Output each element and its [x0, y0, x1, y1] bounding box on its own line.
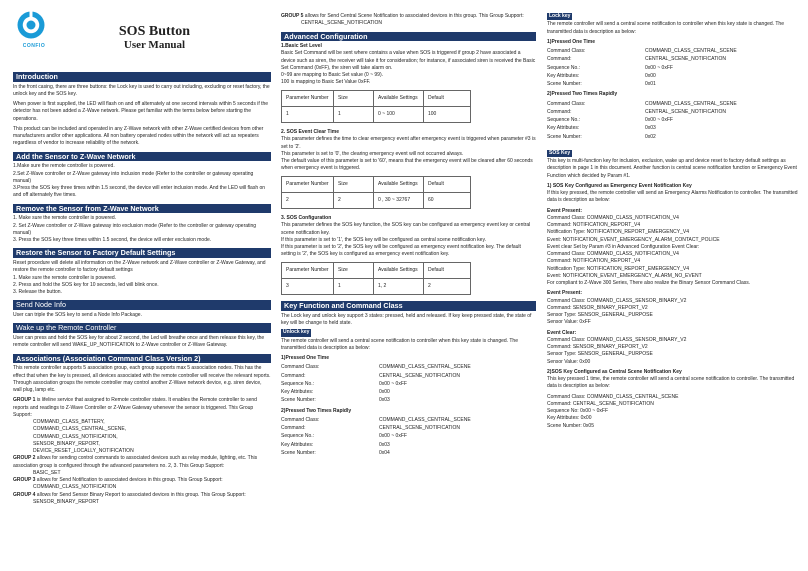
event-line: Command: NOTIFICATION_REPORT_V4: [547, 222, 641, 228]
group-item: SENSOR_BINARY_REPORT: [33, 498, 99, 505]
table-header: Available Settings: [374, 176, 424, 192]
event-line: Command: SENSOR_BINARY_REPORT_V2: [547, 304, 648, 311]
kv-value: 0x01: [645, 81, 656, 87]
event-line: Sensor Value: 0x00: [547, 358, 591, 365]
table-cell: 2: [424, 278, 471, 294]
confio-logo-icon: [16, 10, 46, 40]
lock-twice-heading: 2)Pressed Two Times Rapidly: [547, 91, 618, 98]
logo-text: CONFIO: [22, 43, 46, 50]
event-line: Event: NOTIFICATION_EVENT_EMERGENCY_ALARM_CONTACT_POLICE: [547, 236, 720, 243]
event-line: Command: SENSOR_BINARY_REPORT_V2: [547, 344, 648, 350]
kv-value: 0x00 ~ 0xFF: [379, 433, 407, 440]
add-step: 3.Press the SOS key three times within 1.5 second, the device will enter inclusion mode. And the LED will flash on and off alternately five times.: [13, 185, 266, 199]
table-header-row: [282, 262, 471, 278]
key-function-paragraph: The Lock key and unlock key support 3 states: pressed, held and released. If key keep pressed state, the state of key will be change to held state.: [281, 312, 532, 327]
group-label: GROUP 3: [13, 477, 36, 484]
table-header: Available Settings: [374, 262, 424, 278]
event-line: Event: NOTIFICATION_EVENT_EMERGENCY_ALARM_NO_EVENT: [547, 272, 702, 279]
table-cell: 0 ~ 100: [374, 106, 424, 122]
kv-value: CENTRAL_SCENE_NOTIFICATION: [645, 56, 727, 63]
event-line: Event clear Set by Param #3 in Advanced Configuration Event Clear:: [547, 243, 700, 250]
kv-row: [547, 81, 799, 88]
kv-value: 0x02: [645, 133, 656, 140]
table-cell: 3: [282, 278, 334, 294]
kv-value: 0x00: [379, 389, 390, 396]
lock-key-label: Lock key: [549, 13, 571, 19]
event-line: Command Class: COMMAND_CLASS_NOTIFICATION_V4: [547, 251, 679, 257]
event-line: For compliant to Z-Wave 300 Series, There also realize the Binary Sensor Command Class.: [547, 280, 751, 286]
column-left: [13, 10, 271, 506]
reset-step: 1. Make sure the remote controller is powered.: [13, 274, 117, 281]
section-heading-advanced: Advanced Configuration: [281, 32, 536, 42]
kv-value: CENTRAL_SCENE_NOTIFICATION: [645, 108, 727, 115]
kv-row: [281, 373, 536, 380]
group-3-description: [13, 477, 271, 484]
reset-step: Reset procedure will delete all information on the Z-Wave network and Z-Wave controller or Z-Wave Gateway, and restore the remote controller to factory default settings: [13, 260, 266, 274]
group-text: allows for Send Sensor Binary Report to associated devices in this group. This Group Support:: [35, 491, 246, 498]
param-2-line: This parameter defines the time to clear emergency event after emergency event is triggered when parameter #3 is set to '2'.: [281, 136, 536, 150]
page-title: SOS Button: [118, 24, 191, 39]
central-scene-heading: 2)SOS Key Configured as Central Scene Notification Key: [547, 368, 682, 375]
group-4-description: [13, 492, 271, 499]
kv-row: [547, 65, 799, 72]
kv-row: [281, 397, 536, 404]
event-line: Command: CENTRAL_SCENE_NOTIFICATION: [547, 400, 654, 407]
kv-row: [547, 56, 799, 63]
associations-paragraph: This remote controller supports 5 association group, each group supports max 5 association nodes. This has the effect that when the key is pressed, all devices associated with the remote controller will receive the relevant reports. Through association groups the remote controller may control another Z-Wave network device, e.g. siren device, wall plug, lamp etc.: [13, 365, 271, 394]
table-cell: 2: [334, 192, 374, 208]
kv-row: [281, 417, 536, 424]
event-line: Sequence No: 0x00 ~ 0xFF: [547, 408, 609, 414]
table-cell: 1: [282, 106, 334, 122]
kv-row: [281, 381, 536, 388]
kv-key: Command:: [547, 108, 572, 115]
kv-value: 0x03: [379, 441, 390, 448]
lock-once-heading: 1)Pressed One Time: [547, 38, 595, 45]
kv-key: Command Class:: [281, 364, 320, 371]
kv-key: Command Class:: [547, 48, 586, 54]
remove-step: 2. Set Z-Wave controller or Z-Wave gateway into exclusion mode (Refer to the controller or gateway operating manual): [13, 222, 257, 236]
kv-row: [547, 125, 799, 132]
table-cell: 1: [334, 278, 374, 294]
table-header: Default: [424, 262, 471, 278]
table-header: Parameter Number: [282, 90, 334, 106]
param-3-line: If this parameter is set to '2', the SOS key will be configured as emergency event notification key. The default setting is '2', the SOS key is configured as emergency event notification key.: [281, 244, 521, 258]
sos-key-paragraph: This key is multi-function key for inclusion, exclusion, wake up and device reset to factory default settings as description in page 1 in this document. Another function is central scene notification function or Emergency Event Function which decided by Param #1.: [547, 158, 797, 179]
param-1-range: 0~99 are mapping to Basic Set value (0 ~ 99).: [281, 72, 384, 79]
intro-paragraph-2: When power is first supplied, the LED will flash on and off alternately at one second intervals within 5 seconds if the detector has not been added a Z-Wave network. Please get familiar with the terms below before starting the operations.: [13, 101, 269, 122]
event-line: Sensor Type: SENSOR_GENERAL_PURPOSE: [547, 351, 653, 358]
table-row: [282, 192, 471, 208]
reset-step: 3. Release the button.: [13, 289, 62, 296]
column-middle: [281, 13, 536, 458]
section-heading-remove: Remove the Sensor from Z-Wave Network: [13, 204, 271, 214]
kv-key: Key Attributes:: [281, 441, 314, 448]
group-label: GROUP 4: [13, 491, 36, 498]
table-cell: 60: [424, 192, 471, 208]
group-text: allows for Send Central Scene Notification to associated devices in this group. This Group Support:: [303, 13, 524, 19]
event-present-heading: Event Present:: [547, 207, 583, 214]
table-row: [282, 106, 471, 122]
wakeup-paragraph: User can press and hold the SOS key for about 2 second, the Led will breathe once and then release this key, the remote controller will send WAKE_UP_NOTIFICATION to Z-Wave controller or Z-Wave Gateway.: [13, 335, 265, 349]
event-line: Command Class: COMMAND_CLASS_NOTIFICATION_V4: [547, 214, 679, 221]
kv-key: Scene Number:: [547, 81, 582, 87]
group-item: COMMAND_CLASS_NOTIFICATION,: [33, 433, 118, 440]
kv-key: Command Class:: [547, 100, 586, 107]
table-header: Parameter Number: [282, 176, 334, 192]
param-2-table: [281, 176, 471, 210]
emergency-heading: 1) SOS Key Configured as Emergency Event Notification Key: [547, 182, 692, 189]
group-label: GROUP 2: [13, 455, 36, 462]
table-cell: 1, 2: [374, 278, 424, 294]
add-step: 2.Set Z-Wave controller or Z-Wave gateway into inclusion mode (Refer to the controller or gateway operating manual): [13, 170, 254, 184]
intro-paragraph-3: This product can be included and operated in any Z-Wave network with other Z-Wave certified devices from other manufacturers and/or other applications. All non battery operated nodes within the network will act as repeaters regardless of vendor to increase reliability of the network.: [13, 125, 264, 147]
unlock-key-paragraph: The remote controller will send a central scene notification to controller when this key state is changed. The transmitted data is description as below:: [281, 337, 518, 351]
kv-value: 0x00 ~ 0xFF: [379, 380, 407, 387]
event-line: Command: NOTIFICATION_REPORT_V4: [547, 258, 641, 265]
event-line: Command Class: COMMAND_CLASS_SENSOR_BINARY_V2: [547, 297, 687, 304]
kv-row: [547, 109, 799, 116]
kv-row: [547, 73, 799, 80]
emergency-paragraph: If this key pressed, the remote controller will send an Emergency Alarms Notification to controller. The transmitted data is description as below:: [547, 190, 798, 204]
kv-value: 0x04: [379, 449, 390, 456]
add-step: 1.Make sure the remote controller is powered.: [13, 163, 115, 170]
group-item: COMMAND_CLASS_BATTERY,: [33, 419, 105, 426]
column-right: [547, 13, 799, 430]
table-header: Default: [424, 90, 471, 106]
kv-key: Key Attributes:: [547, 125, 580, 132]
event-line: Sensor Value: 0xFF: [547, 319, 591, 326]
table-header-row: [282, 176, 471, 192]
event-clear-heading: Event Clear:: [547, 329, 577, 336]
kv-key: Key Attributes:: [281, 389, 314, 396]
kv-key: Sequence No.:: [281, 380, 315, 387]
table-header: Size: [334, 262, 374, 278]
table-cell: 100: [424, 106, 471, 122]
table-row: [282, 278, 471, 294]
kv-key: Sequence No.:: [547, 64, 581, 71]
kv-value: CENTRAL_SCENE_NOTIFICATION: [379, 372, 461, 379]
kv-value: COMMAND_CLASS_CENTRAL_SCENE: [379, 364, 471, 371]
central-scene-paragraph: This key pressed 1 time, the remote controller will send a central scene notification to controller. The transmitted data is description as below:: [547, 376, 795, 390]
table-header-row: [282, 90, 471, 106]
table-header: Size: [334, 90, 374, 106]
group-label: GROUP 5: [281, 13, 304, 19]
event-present-2-heading: Event Present:: [547, 290, 583, 297]
table-header: Size: [334, 176, 374, 192]
table-header: Default: [424, 176, 471, 192]
kv-key: Command:: [281, 425, 306, 432]
table-cell: 0 , 30 ~ 32767: [374, 192, 424, 208]
kv-value: COMMAND_CLASS_CENTRAL_SCENE: [645, 48, 737, 54]
event-line: Notification Type: NOTIFICATION_REPORT_EMERGENCY_V4: [547, 229, 689, 236]
remove-step: 1. Make sure the remote controller is powered.: [13, 215, 117, 222]
group-item: BASIC_SET: [33, 469, 61, 476]
kv-key: Scene Number:: [547, 133, 582, 140]
kv-row: [281, 389, 536, 396]
kv-row: [281, 364, 536, 371]
kv-key: Command Class:: [281, 416, 320, 423]
table-header: Parameter Number: [282, 262, 334, 278]
event-line: Notification Type: NOTIFICATION_REPORT_EMERGENCY_V4: [547, 265, 689, 272]
param-3-title: 3. SOS Configuration: [281, 215, 332, 222]
brand-logo: [16, 10, 52, 50]
kv-row: [281, 450, 536, 457]
group-text: allows for sending control commands to associated devices such as relay module, lighting, etc. This association group is configured through the advanced parameters no. 2, 3. This Group Support:: [13, 455, 258, 469]
group-item: SENSOR_BINARY_REPORT,: [33, 440, 100, 447]
param-1-table: [281, 90, 471, 124]
unlock-once-heading: 1)Pressed One Time: [281, 355, 329, 362]
group-5-description: [281, 13, 536, 20]
table-header: Available Settings: [374, 90, 424, 106]
group-text: allows for Send Notification to associated devices in this group. This Group Support:: [35, 477, 223, 484]
param-2-line: The default value of this parameter is set to '60', means that the emergency event will be cleared after 60 seconds when emergency event is triggered.: [281, 158, 533, 172]
group-item: COMMAND_CLASS_NOTIFICATION: [33, 484, 117, 491]
kv-key: Command:: [281, 372, 306, 379]
intro-paragraph-1: In the front casing, there are three buttons: the Lock key is used to carry out including, excluding or reset factory, the unlock key and the SOS key.: [13, 83, 270, 97]
table-cell: 2: [282, 192, 334, 208]
kv-row: [281, 433, 536, 440]
section-heading-wakeup: Wake up the Remote Controller: [13, 323, 271, 333]
kv-row: [547, 117, 799, 124]
kv-value: CENTRAL_SCENE_NOTIFICATION: [379, 425, 461, 432]
kv-value: 0x03: [379, 397, 390, 404]
section-heading-key-function: Key Function and Command Class: [281, 301, 536, 311]
kv-value: 0x00 ~ 0xFF: [645, 64, 673, 71]
title-block: [38, 10, 271, 68]
sos-key-label: SOS Key: [549, 149, 571, 156]
param-1-title: 1.Basic Set Level: [281, 43, 322, 50]
event-line: Scene Number: 0x05: [547, 422, 594, 429]
kv-key: Key Attributes:: [547, 72, 580, 79]
kv-key: Sequence No.:: [547, 117, 581, 123]
group-label: GROUP 1: [13, 397, 36, 404]
kv-value: 0x00 ~ 0xFF: [645, 117, 673, 123]
kv-row: [281, 425, 536, 432]
param-3-line: If this parameter is set to '1', the SOS key will be configured as central scene notification key.: [281, 236, 486, 243]
event-line: Command Class: COMMAND_CLASS_CENTRAL_SCENE: [547, 393, 679, 400]
page-subtitle: User Manual: [123, 39, 186, 52]
section-heading-associations: Associations (Association Command Class Version 2): [13, 354, 271, 364]
unlock-key-label: Unlock key: [283, 329, 310, 336]
param-1-text: Basic Set Command will be sent where contains a value when SOS is triggered if group 2 have associated a device such as siren, the receiver will take it for consideration; for instance, if associated siren is received the Basic Set Command (0xFF), the siren will take alarm on.: [281, 50, 536, 71]
kv-value: COMMAND_CLASS_CENTRAL_SCENE: [379, 416, 471, 423]
event-line: Command Class: COMMAND_CLASS_SENSOR_BINARY_V2: [547, 336, 687, 343]
lock-key-paragraph: The remote controller will send a central scene notification to controller when this key state is changed. The transmitted data is description as below:: [547, 21, 784, 35]
table-cell: 1: [334, 106, 374, 122]
kv-row: [547, 101, 799, 108]
kv-value: 0x03: [645, 125, 656, 132]
kv-key: Command:: [547, 56, 572, 63]
group-item: DEVICE_RESET_LOCALLY_NOTIFICATION: [33, 448, 134, 455]
unlock-twice-heading: 2)Pressed Two Times Rapidly: [281, 407, 352, 414]
kv-row: [281, 442, 536, 449]
kv-key: Sequence No.:: [281, 433, 315, 440]
param-3-table: [281, 262, 471, 296]
param-2-title: 2. SOS Event Clear Time: [281, 129, 339, 136]
param-3-line: This parameter defines the SOS key function, the SOS key can be configured as emergency event key or central scene notification key.: [281, 222, 531, 236]
remove-step: 3. Press the SOS key three times within 1.5 second, the device will enter exclusion mode.: [13, 237, 212, 244]
section-heading-node-info: Send Node Info: [13, 300, 271, 310]
section-heading-introduction: Introduction: [13, 72, 271, 82]
param-2-line: This parameter is set to '0', the clearing emergency event will not occurred always.: [281, 150, 464, 157]
reset-step: 2. Press and hold the SOS key for 10 seconds, led will blink once.: [13, 281, 159, 288]
kv-value: COMMAND_CLASS_CENTRAL_SCENE: [645, 100, 737, 107]
group-item: COMMAND_CLASS_CENTRAL_SCENE,: [33, 426, 127, 433]
kv-key: Scene Number:: [281, 397, 316, 404]
group-1-description: [13, 397, 271, 419]
kv-key: Scene Number:: [281, 449, 316, 456]
event-line: Key Attributes: 0x00: [547, 415, 592, 422]
node-info-paragraph: User can triple the SOS key to send a Node Info Package.: [13, 312, 142, 319]
group-item: CENTRAL_SCENE_NOTIFICATION: [301, 20, 383, 27]
param-1-max: 100 is mapping to Basic Set Value 0xFF.: [281, 79, 371, 86]
section-heading-reset: Restore the Sensor to Factory Default Settings: [13, 248, 271, 258]
kv-row: [547, 48, 799, 55]
event-line: Sensor Type: SENSOR_GENERAL_PURPOSE: [547, 312, 653, 318]
group-text: is lifeline service that assigned to Remote controller states. It enables the Remote controller to send reports and readings to Z-Wave Controller or Z-Wave Gateway whenever the sensor is triggered. This Group Support:: [13, 397, 257, 418]
kv-value: 0x00: [645, 72, 656, 79]
kv-row: [547, 134, 799, 141]
section-heading-add: Add the Sensor to Z-Wave Network: [13, 152, 271, 162]
group-2-description: [13, 455, 271, 470]
